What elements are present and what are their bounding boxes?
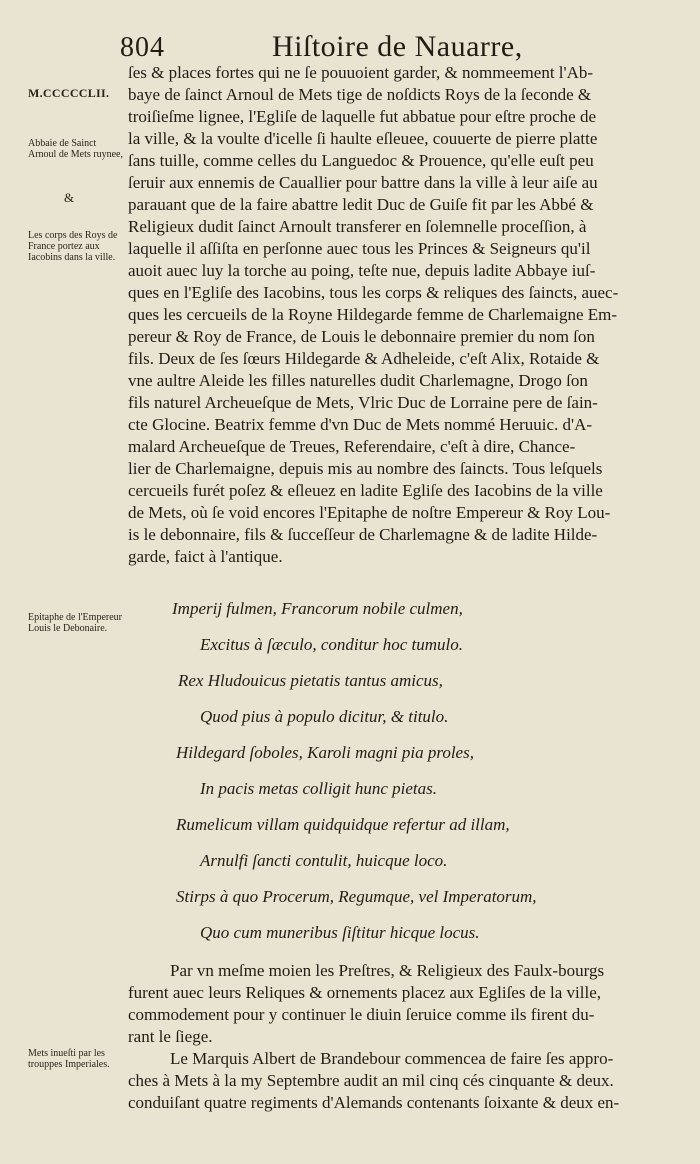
text-line: conduiſant quatre regiments d'Alemands contenants ſoixante & deux en-	[128, 1093, 620, 1112]
text-line: ſes & places fortes qui ne ſe pouuoient garder, & nommeement l'Ab-	[128, 63, 594, 82]
text-line: ſans tuille, comme celles du Languedoc & Prouence, qu'elle euſt peu	[128, 151, 594, 170]
verse-line: Quo cum muneribus ſiſtitur hicque locus.	[200, 923, 480, 942]
text-line: is le debonnaire, fils & ſucceſſeur de Charlemagne & de ladite Hilde-	[128, 525, 598, 544]
text-line: commodement pour y continuer le diuin ſeruice comme ils firent du-	[128, 1005, 595, 1024]
verse-line: In pacis metas colligit hunc pietas.	[200, 779, 438, 798]
text-line: vne aultre Aleide les filles naturelles dudit Charlemagne, Drogo ſon	[128, 371, 588, 390]
text-line: ques en l'Egliſe des Iacobins, tous les corps & reliques des ſaincts, auec-	[128, 283, 619, 302]
margin-note-year: M.CCCCCLII.	[28, 86, 110, 100]
verse-line: Arnulfi ſancti contulit, huicque loco.	[200, 851, 448, 870]
text-line: troiſieſme lignee, l'Egliſe de laquelle fut abbatue pour eſtre proche de	[128, 107, 597, 126]
text-line: furent auec leurs Reliques & ornements placez aux Egliſes de la ville,	[128, 983, 601, 1002]
verse-line: Rex Hludouicus pietatis tantus amicus,	[178, 671, 443, 690]
page-number: 804	[120, 32, 165, 63]
text-line: Par vn meſme moien les Preſtres, & Religieux des Faulx-bourgs	[170, 961, 605, 980]
closing-text	[128, 960, 673, 1114]
verse-line: Imperij fulmen, Francorum nobile culmen,	[172, 599, 463, 618]
verse-line: Excitus à ſæculo, conditur hoc tumulo.	[200, 635, 463, 654]
text-line: baye de ſainct Arnoul de Mets tige de noſdicts Roys de la ſeconde &	[128, 85, 592, 104]
text-line: Le Marquis Albert de Brandebour commencea de faire ſes appro-	[170, 1049, 614, 1068]
margin-note-corps: Les corps des Roys de France portez aux Iacobins dans la ville.	[28, 230, 118, 263]
main-text	[128, 62, 668, 568]
text-line: malard Archeueſque de Treues, Referendaire, c'eſt à dire, Chance-	[128, 437, 576, 456]
text-line: cercueils furét poſez & eſleuez en ladite Egliſe des Iacobins de la ville	[128, 481, 603, 500]
margin-note-ampersand: &	[64, 190, 75, 205]
margin-note-mets: Mets inueſti par les trouppes Imperiales.	[28, 1048, 110, 1070]
text-line: de Mets, où ſe void encores l'Epitaphe de noſtre Empereur & Roy Lou-	[128, 503, 611, 522]
text-line: fils naturel Archeueſque de Mets, Vlric Duc de Lorraine pere de ſain-	[128, 393, 598, 412]
text-line: ſeruir aux ennemis de Cauallier pour battre dans la ville à leur aiſe au	[128, 173, 598, 192]
text-line: Religieux dudit ſainct Arnoult transferer en ſolemnelle proceſſion, à	[128, 217, 587, 236]
verse-line: Hildegard ſoboles, Karoli magni pia proles,	[176, 743, 474, 762]
verse-line: Quod pius à populo dicitur, & titulo.	[200, 707, 449, 726]
running-title: Hiſtoire de Nauarre,	[272, 30, 523, 63]
text-line: pereur & Roy de France, de Louis le debonnaire premier du nom ſon	[128, 327, 595, 346]
text-line: fils. Deux de ſes ſœurs Hildegarde & Adheleide, c'eſt Alix, Rotaide &	[128, 349, 600, 368]
margin-note-abbaie: Abbaie de Sainct Arnoul de Mets ruynee,	[28, 138, 123, 160]
verse-line: Stirps à quo Procerum, Regumque, vel Imperatorum,	[176, 887, 537, 906]
text-line: rant le ſiege.	[128, 1027, 213, 1046]
text-line: lier de Charlemaigne, depuis mis au nombre des ſaincts. Tous leſquels	[128, 459, 603, 478]
text-line: ches à Mets à la my Septembre audit an mil cinq cés cinquante & deux.	[128, 1071, 614, 1090]
text-line: auoit auec luy la torche au poing, teſte nue, depuis ladite Abbaye iuſ-	[128, 261, 596, 280]
text-line: garde, faict à l'antique.	[128, 547, 283, 566]
text-line: parauant que de la faire abattre ledit Duc de Guiſe fit par les Abbé &	[128, 195, 594, 214]
text-line: cte Glocine. Beatrix femme d'vn Duc de Mets nommé Heruuic. d'A-	[128, 415, 593, 434]
text-line: la ville, & la voulte d'icelle ſi haulte eſleuee, couuerte de pierre platte	[128, 129, 598, 148]
text-line: laquelle il aſſiſta en perſonne auec tous les Princes & Seigneurs qu'il	[128, 239, 591, 258]
verse-line: Rumelicum villam quidquidque refertur ad illam,	[176, 815, 510, 834]
margin-note-epitaphe: Epitaphe de l'Empereur Louis le Debonaire.	[28, 612, 122, 634]
text-line: ques les cercueils de la Royne Hildegarde femme de Charlemaigne Em-	[128, 305, 618, 324]
